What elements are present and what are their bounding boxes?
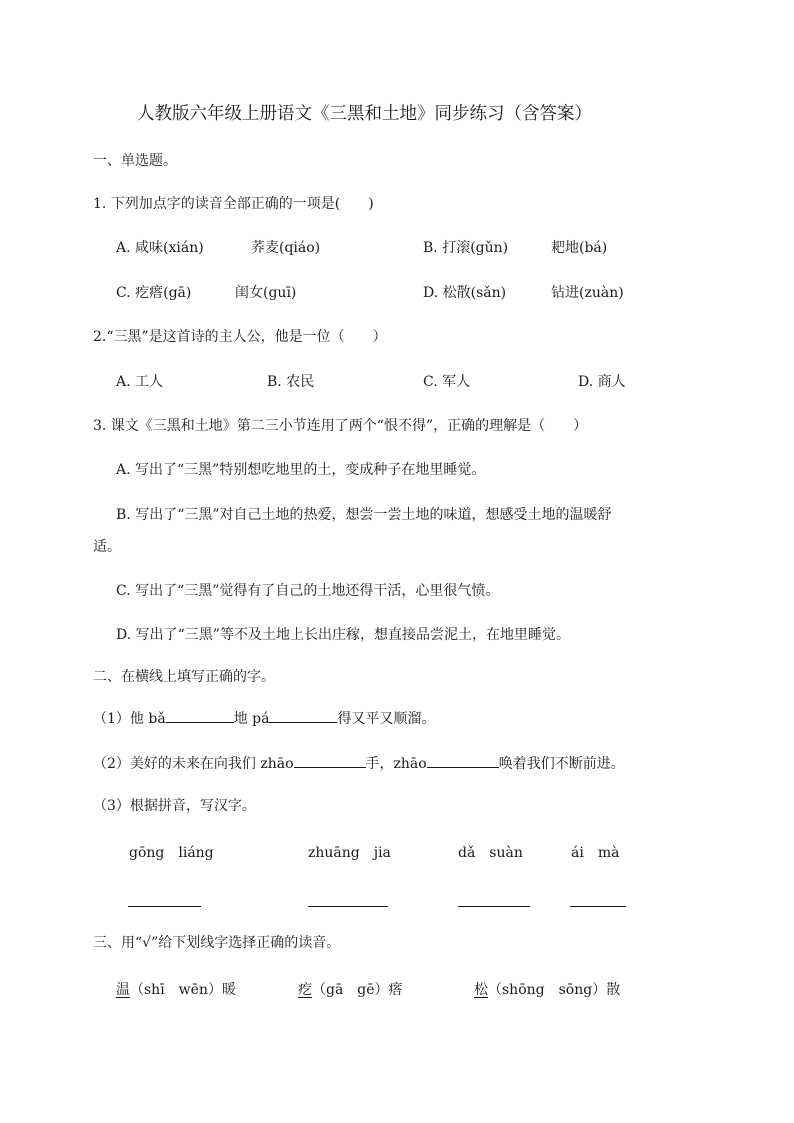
blank-zhao-1[interactable] (294, 752, 366, 768)
question-1-option-c-word1: C. 疙瘩(gā) (116, 285, 192, 301)
fill-1-part2: 地 pá (233, 711, 270, 727)
pronunciation-item-ge (298, 980, 403, 1000)
question-3-option-b-line2: 适。 (93, 539, 121, 555)
fill-1-part3: 得又平又顺溜。 (337, 711, 436, 727)
pinyin-ai-ma: ái mà (571, 845, 620, 861)
blank-pa[interactable] (269, 707, 337, 723)
pronunciation-item-song (474, 980, 620, 1000)
pinyin-zhuang-jia: zhuāng jia (308, 845, 391, 861)
question-2-stem: 2.“三黑”是这首诗的主人公，他是一位（ ） (93, 329, 387, 345)
section-2-heading: 二、在横线上填写正确的字。 (93, 669, 275, 685)
question-2-option-d: D. 商人 (578, 374, 626, 390)
pronunciation-item-wen (116, 980, 236, 1000)
question-3-option-b-line1: B. 写出了“三黑”对自己土地的热爱，想尝一尝土地的味道，想感受土地的温暖舒 (116, 507, 612, 523)
fill-sentence-3: （3）根据拼音，写汉字。 (93, 798, 256, 814)
pinyin-choices[interactable]: （shī wēn） (130, 982, 222, 998)
question-1-option-b-word2: 耙地(bá) (551, 240, 608, 256)
question-1-option-a-word1: A. 咸味(xián) (116, 240, 204, 256)
question-2-option-c: C. 军人 (423, 374, 471, 390)
blank-ba[interactable] (166, 707, 234, 723)
question-1-stem: 1. 下列加点字的读音全部正确的一项是( ) (93, 196, 374, 212)
section-1-heading: 一、单选题。 (93, 153, 177, 169)
fill-1-part1: （1）他 bǎ (93, 711, 166, 727)
question-1-option-b-word1: B. 打滚(gǔn) (423, 240, 509, 256)
answer-line-gong-liang[interactable] (128, 906, 201, 907)
question-1-option-c-word2: 闺女(guī) (235, 285, 297, 301)
fill-2-part3: 唤着我们不断前进。 (498, 756, 625, 772)
answer-line-da-suan[interactable] (458, 906, 530, 907)
section-3-heading: 三、用“√”给下划线字选择正确的读音。 (93, 935, 341, 951)
question-2-option-b: B. 农民 (267, 374, 315, 390)
question-3-stem: 3. 课文《三黑和土地》第二三小节连用了两个“恨不得”，正确的理解是（ ） (93, 418, 588, 434)
word-rest: 瘩 (388, 982, 403, 998)
question-3-option-a: A. 写出了“三黑”特别想吃地里的土，变成种子在地里睡觉。 (116, 462, 486, 478)
question-3-option-d: D. 写出了“三黑”等不及土地上长出庄稼，想直接品尝泥土，在地里睡觉。 (116, 627, 570, 643)
pinyin-choices[interactable]: （shōng sōng） (488, 982, 607, 998)
underlined-char: 疙 (298, 982, 312, 998)
underlined-char: 温 (116, 982, 130, 998)
word-rest: 散 (606, 982, 621, 998)
fill-sentence-1 (93, 707, 435, 729)
document-title: 人教版六年级上册语文《三黑和土地》同步练习（含答案） (137, 104, 592, 124)
pinyin-choices[interactable]: （gā gē） (312, 982, 389, 998)
pinyin-da-suan: dǎ suàn (458, 845, 523, 861)
fill-2-part2: 手，zhāo (365, 756, 427, 772)
underlined-char: 松 (474, 982, 488, 998)
question-1-option-d-word1: D. 松散(sǎn) (423, 285, 507, 301)
word-rest: 暖 (221, 982, 236, 998)
answer-line-zhuang-jia[interactable] (308, 906, 388, 907)
question-1-option-d-word2: 钻进(zuàn) (551, 285, 624, 301)
blank-zhao-2[interactable] (427, 752, 499, 768)
question-1-option-a-word2: 荞麦(qiáo) (251, 240, 321, 256)
question-2-option-a: A. 工人 (116, 374, 164, 390)
fill-sentence-2 (93, 752, 625, 774)
question-3-option-c: C. 写出了“三黑”觉得有了自己的土地还得干活，心里很气愤。 (116, 583, 500, 599)
pinyin-gong-liang: gōng liáng (129, 845, 214, 861)
fill-2-part1: （2）美好的未来在向我们 zhāo (93, 756, 294, 772)
answer-line-ai-ma[interactable] (570, 906, 626, 907)
